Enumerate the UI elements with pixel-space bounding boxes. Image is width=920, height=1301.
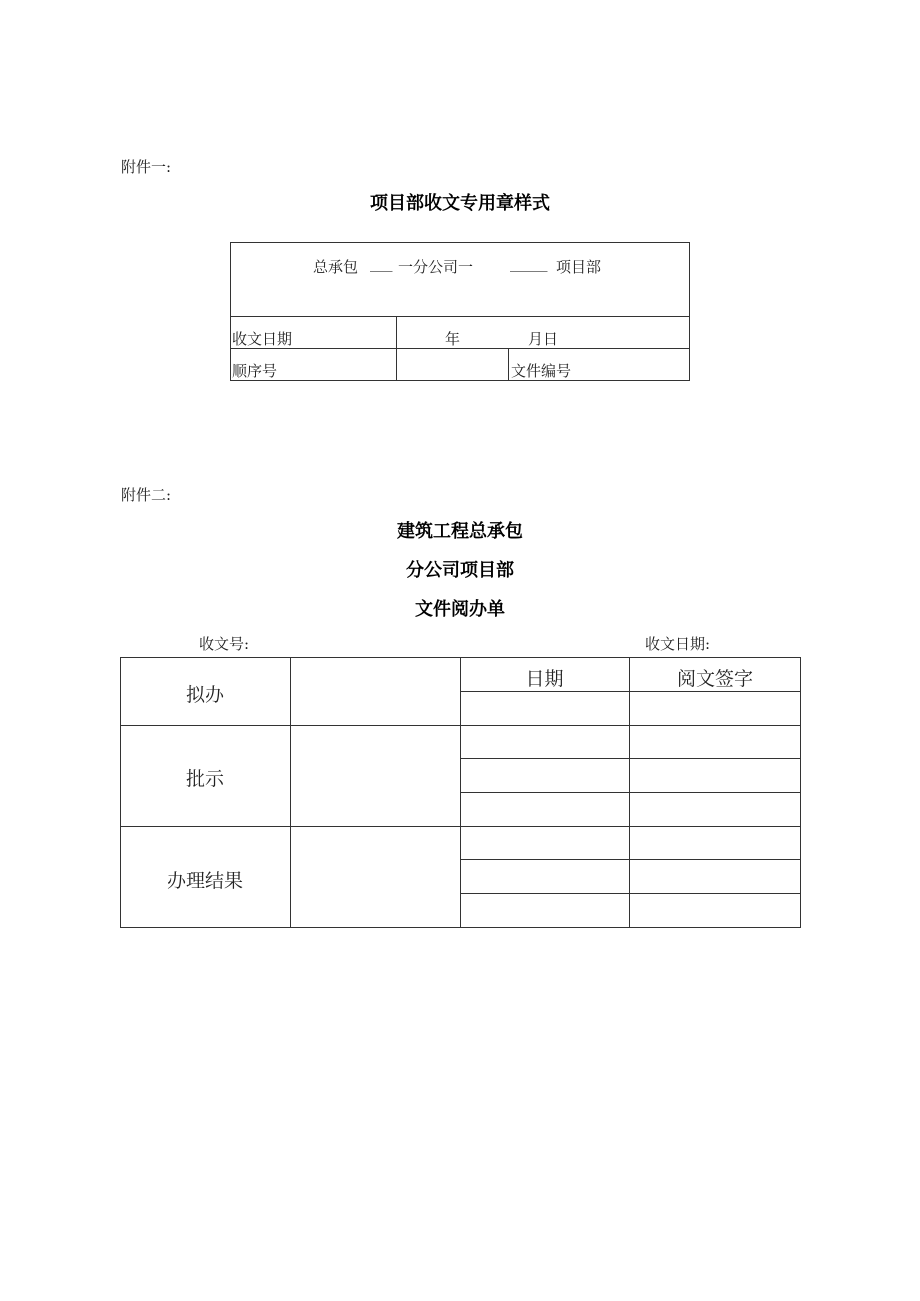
- receive-number-label: 收文号:: [199, 635, 250, 653]
- stamp-col-divider-1: [396, 316, 397, 381]
- stamp-sequence-label: 顺序号: [232, 362, 278, 380]
- form-row-line-2: [460, 758, 801, 759]
- stamp-month-day-label: 月日: [528, 330, 559, 348]
- stamp-year-label: 年: [445, 330, 461, 348]
- stamp-divider-1: [230, 316, 690, 317]
- attachment2-title-line1: 建筑工程总承包: [397, 521, 523, 542]
- stamp-col-divider-2: [508, 348, 509, 381]
- form-row-instruction: 批示: [185, 768, 224, 790]
- stamp-header-blank-1: ___: [370, 254, 393, 272]
- attachment2-title-line3: 文件阅办单: [415, 599, 505, 620]
- stamp-header-general: 总承包: [313, 258, 359, 276]
- stamp-receive-date-label: 收文日期: [232, 330, 293, 348]
- form-col-line-1: [290, 657, 291, 928]
- form-header-signature: 阅文签字: [676, 668, 753, 690]
- attachment1-label: 附件一:: [121, 158, 172, 176]
- attachment1-title: 项目部收文专用章样式: [370, 193, 550, 214]
- attachment2-label: 附件二:: [121, 486, 172, 504]
- form-row-result: 办理结果: [166, 870, 243, 892]
- stamp-header-project: 项目部: [556, 258, 602, 276]
- form-row-line-1: [460, 691, 801, 692]
- form-row-line-5: [460, 893, 801, 894]
- form-row-line-3: [460, 792, 801, 793]
- receive-date-label: 收文日期:: [645, 635, 711, 653]
- form-row-draft: 拟办: [185, 684, 224, 706]
- stamp-header-blank-2: _____: [510, 254, 548, 272]
- stamp-header-branch: 一分公司一: [398, 258, 474, 276]
- attachment2-title-line2: 分公司项目部: [406, 560, 514, 581]
- form-section-line-1: [120, 725, 801, 726]
- stamp-file-number-label: 文件编号: [511, 362, 572, 380]
- form-header-date: 日期: [525, 668, 564, 690]
- form-section-line-2: [120, 826, 801, 827]
- form-row-line-4: [460, 859, 801, 860]
